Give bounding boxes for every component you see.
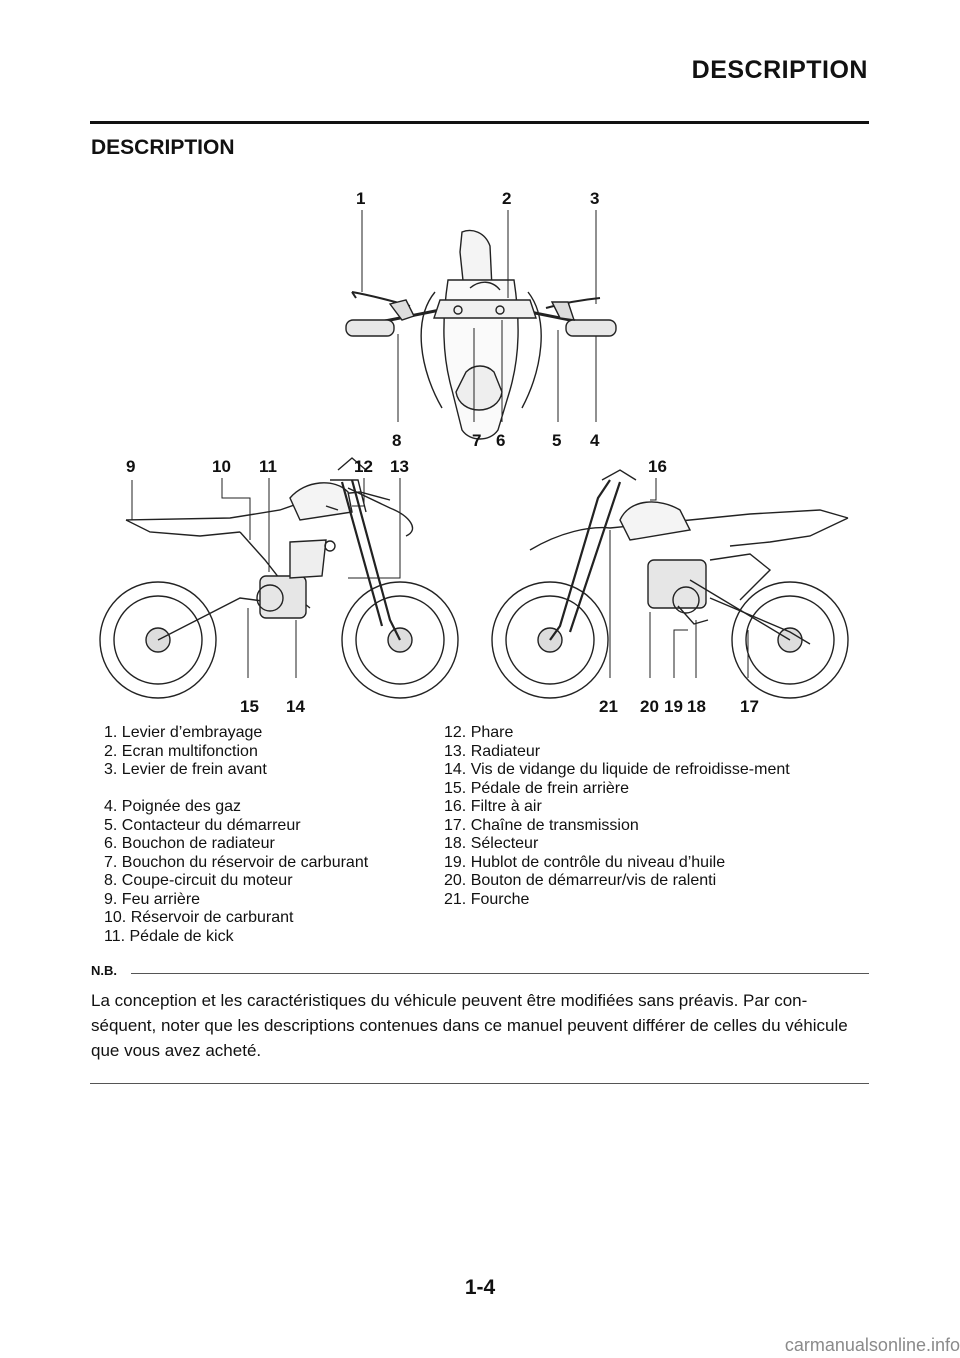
legend-item: 16. Filtre à air <box>444 798 542 815</box>
legend-item: 2. Ecran multifonction <box>104 742 258 760</box>
legend-item: 19. Hublot de contrôle du niveau d’huile <box>444 853 726 871</box>
legend-item: 11. Pédale de kick <box>104 927 234 945</box>
callouts-bottom <box>240 697 759 716</box>
legend-item: 1. Levier d’embrayage <box>104 724 263 741</box>
legend-item: 4. Poignée des gaz <box>104 798 241 815</box>
callout-8: 8 <box>392 431 402 450</box>
legend-item: 3. Levier de frein avant <box>104 761 267 778</box>
legend-item: 9. Feu arrière <box>104 890 201 908</box>
callout-11: 11 <box>259 457 277 476</box>
legend-item: 13. Radiateur <box>444 742 541 760</box>
section-title: DESCRIPTION <box>91 136 235 159</box>
legend-item: 12. Phare <box>444 724 514 741</box>
handlebar-illustration <box>346 231 616 439</box>
callout-3: 3 <box>590 189 600 208</box>
legend-item: 8. Coupe-circuit du moteur <box>104 872 293 889</box>
callout-6: 6 <box>496 431 506 450</box>
motorcycle-figure <box>90 180 870 720</box>
note-label: N.B. <box>91 963 117 979</box>
callout-13: 13 <box>390 457 409 476</box>
note-rule <box>131 973 869 974</box>
callout-10: 10 <box>212 457 231 476</box>
callout-16: 16 <box>648 457 667 476</box>
callout-2: 2 <box>502 189 512 208</box>
callout-19: 19 <box>664 697 683 716</box>
callout-20: 20 <box>640 697 659 716</box>
legend-item: 18. Sélecteur <box>444 835 539 852</box>
callout-15: 15 <box>240 697 259 716</box>
legend-left-column <box>104 724 424 946</box>
legend-item: 7. Bouchon du réservoir de carburant <box>104 853 369 871</box>
callout-7: 7 <box>472 431 482 450</box>
callout-5: 5 <box>552 431 562 450</box>
legend-item: 17. Chaîne de transmission <box>444 816 639 834</box>
callout-14: 14 <box>286 697 305 716</box>
callout-18: 18 <box>687 697 706 716</box>
note-text: La conception et les caractéristiques du véhicule peuvent être modifiées sans préavis. Par con-séquent, noter que les descriptions contenues dans ce manuel peuvent différer de celles du véhicule que vous avez acheté. <box>91 991 848 1060</box>
legend-right-column <box>444 724 864 909</box>
callout-4: 4 <box>590 431 600 450</box>
legend-item: 20. Bouton de démarreur/vis de ralenti <box>444 872 717 889</box>
right-side-illustration <box>492 470 848 698</box>
legend-item: 10. Réservoir de carburant <box>104 909 294 926</box>
callout-17: 17 <box>740 697 759 716</box>
note-bottom-rule <box>90 1083 869 1084</box>
header-title: DESCRIPTION <box>691 56 868 84</box>
legend-item: 21. Fourche <box>444 890 530 908</box>
callouts-middle <box>126 457 667 476</box>
legend-item: 5. Contacteur du démarreur <box>104 816 301 834</box>
callout-9: 9 <box>126 457 136 476</box>
callout-12: 12 <box>354 457 373 476</box>
page-number: 1-4 <box>464 1276 496 1299</box>
callout-1: 1 <box>356 189 366 208</box>
legend-item: 14. Vis de vidange du liquide de refroidisse-ment <box>444 761 790 778</box>
left-side-illustration <box>100 458 458 698</box>
legend-item: 15. Pédale de frein arrière <box>444 779 629 797</box>
callout-21: 21 <box>599 697 618 716</box>
note-header <box>91 962 869 980</box>
legend-item: 6. Bouchon de radiateur <box>104 835 275 852</box>
header-rule <box>90 121 869 124</box>
watermark: carmanualsonline.info <box>784 1335 960 1355</box>
